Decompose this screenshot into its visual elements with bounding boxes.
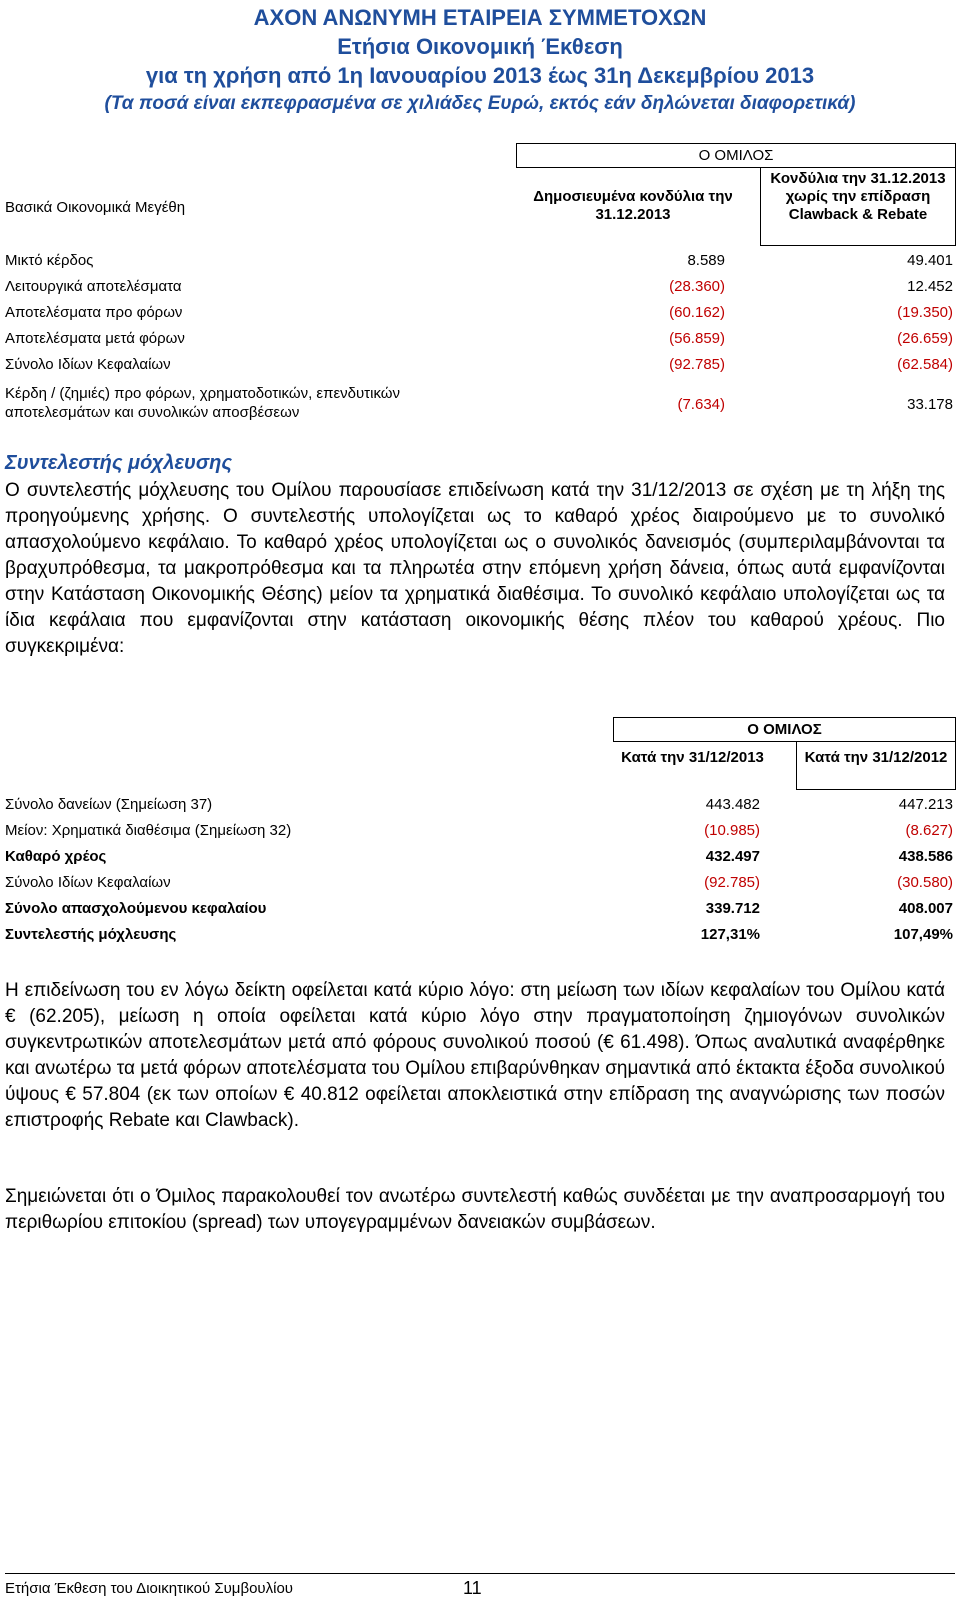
section-heading: Συντελεστής μόχλευσης [5,452,232,474]
table1-group-label: Ο ΟΜΙΛΟΣ [698,147,774,164]
table1-row-value2: (26.659) [897,330,953,347]
table2-row-label: Σύνολο δανείων (Σημείωση 37) [5,796,213,813]
page-number: 11 [463,1578,482,1598]
table1-col2-header: Κονδύλια την 31.12.2013 χωρίς την επίδραση Clawback & Rebate [770,170,946,223]
table2-row-label: Μείον: Χρηματικά διαθέσιμα (Σημείωση 32) [5,822,292,839]
monitoring-paragraph: Σημειώνεται ότι ο Όμιλος παρακολουθεί τον ανωτέρω συντελεστή καθώς συνδέεται με την αναπροσαρμογή του περιθωρίου επιτοκίου (spread) των υπογεγραμμένων δανειακών συμβάσεων. [5,1186,945,1233]
table2-row-value2: 107,49% [893,926,953,943]
table1-row-value1: (92.785) [669,356,725,373]
footer-divider [5,1573,955,1574]
table1-row-value2: 12.452 [907,278,953,295]
leverage-explanation-paragraph: Ο συντελεστής μόχλευσης του Ομίλου παρουσίασε επιδείνωση κατά την 31/12/2013 σε σχέση με τη λήξη της προηγούμενης χρήσης. Ο συντελεστής υπολογίζεται ως το καθαρό χρέος διαιρούμενο με το συνολικό απασχολούμενο κεφάλαιο. Το καθαρό χρέος υπολογίζεται ως ο συνολικός δανεισμός (συμπεριλαμβάνονται τα βραχυπρόθεσμα, τα μακροπρόθεσμα και τα πληρωτέα στην επόμενη χρήση δάνεια, όπως αυτά εμφανίζονται στην Κατάσταση Οικονομικής Θέσης) μείον τα χρηματικά διαθέσιμα. Το συνολικό κεφάλαιο υπολογίζεται ως τα ίδια κεφάλαια που εμφανίζονται στην κατάσταση οικονομικής θέσης πλέον του καθαρού χρέους. Πιο συγκεκριμένα: [5,480,945,657]
table2-row-value1: (10.985) [704,822,760,839]
table2-col1-header: Κατά την 31/12/2013 [621,749,764,766]
table1-row-label: Αποτελέσματα μετά φόρων [5,330,185,347]
table1-row-value2: (19.350) [897,304,953,321]
deterioration-paragraph: Η επιδείνωση του εν λόγω δείκτη οφείλεται κατά κύριο λόγο: στη μείωση των ιδίων κεφαλαίων του Ομίλου κατά € (62.205), μείωση η οποία οφείλεται κατά κύριο λόγο στην πραγματοποίηση ζημιογόνων συνολικών συγκεντρωτικών αποτελεσμάτων μετά από φόρους συνολικού ποσού (€ 61.498). Όπως αναλυτικά αναφέρθηκε και ανωτέρω τα μετά φόρων αποτελέσματα του Ομίλου επιβαρύνθηκαν σημαντικά από έκτακτα έξοδα συνολικού ύψους € 57.804 (εκ των οποίων € 40.812 οφείλεται αποκλειστικά στην επίδραση της αναγνώρισης των ποσών επιστροφής Rebate και Clawback). [5,980,945,1131]
table2-row-label: Σύνολο Ιδίων Κεφαλαίων [5,874,171,891]
table2-row-value1: 127,31% [700,926,760,943]
table1-row-value1: (60.162) [669,304,725,321]
report-period: για τη χρήση από 1η Ιανουαρίου 2013 έως 31η Δεκεμβρίου 2013 [145,63,815,88]
table2-row-value1: 339.712 [705,900,760,917]
table1-row-label: Κέρδη / (ζημιές) προ φόρων, χρηματοδοτικών, επενδυτικών αποτελεσμάτων και συνολικών αποσβέσεων [5,385,400,421]
table1-col1-header: Δημοσιευμένα κονδύλια την 31.12.2013 [533,188,733,223]
table1-row-value1: 8.589 [687,252,725,269]
table2-col2-header: Κατά την 31/12/2012 [804,749,948,766]
table2-row-value1: 432.497 [705,848,760,865]
table1-row-value1: (7.634) [677,396,725,413]
table2-row-value2: 438.586 [898,848,953,865]
table2-row-value2: 447.213 [898,796,953,813]
table1-row-value2: 33.178 [907,396,953,413]
table2-row-label: Συντελεστής μόχλευσης [5,926,177,943]
table1-row-label: Λειτουργικά αποτελέσματα [5,278,182,295]
table2-row-label: Σύνολο απασχολούμενου κεφαλαίου [5,900,267,917]
table1-row-value2: (62.584) [897,356,953,373]
report-title: Ετήσια Οικονομική Έκθεση [337,34,623,59]
table2-row-value2: 408.007 [898,900,953,917]
table1-row-value1: (28.360) [669,278,725,295]
table1-row-label: Αποτελέσματα προ φόρων [5,304,183,321]
table2-row-value2: (30.580) [897,874,953,891]
table1-row-header: Βασικά Οικονομικά Μεγέθη [5,199,186,216]
report-company-title: ΑΧΟΝ ΑΝΩΝΥΜΗ ΕΤΑΙΡΕΙΑ ΣΥΜΜΕΤΟΧΩΝ [253,5,707,30]
table1-row-label: Μικτό κέρδος [5,252,94,269]
report-currency-note: (Τα ποσά είναι εκπεφρασμένα σε χιλιάδες Ευρώ, εκτός εάν δηλώνεται διαφορετικά) [104,93,856,114]
table2-group-label: Ο ΟΜΙΛΟΣ [747,721,822,738]
table2-row-value1: (92.785) [704,874,760,891]
table1-row-label: Σύνολο Ιδίων Κεφαλαίων [5,356,171,373]
table1-row-value2: 49.401 [907,252,953,269]
footer-text: Ετήσια Έκθεση του Διοικητικού Συμβουλίου [5,1580,294,1597]
table1-row-value1: (56.859) [669,330,725,347]
table2-row-value2: (8.627) [905,822,953,839]
table2-row-value1: 443.482 [705,796,760,813]
table2-row-label: Καθαρό χρέος [5,848,107,865]
